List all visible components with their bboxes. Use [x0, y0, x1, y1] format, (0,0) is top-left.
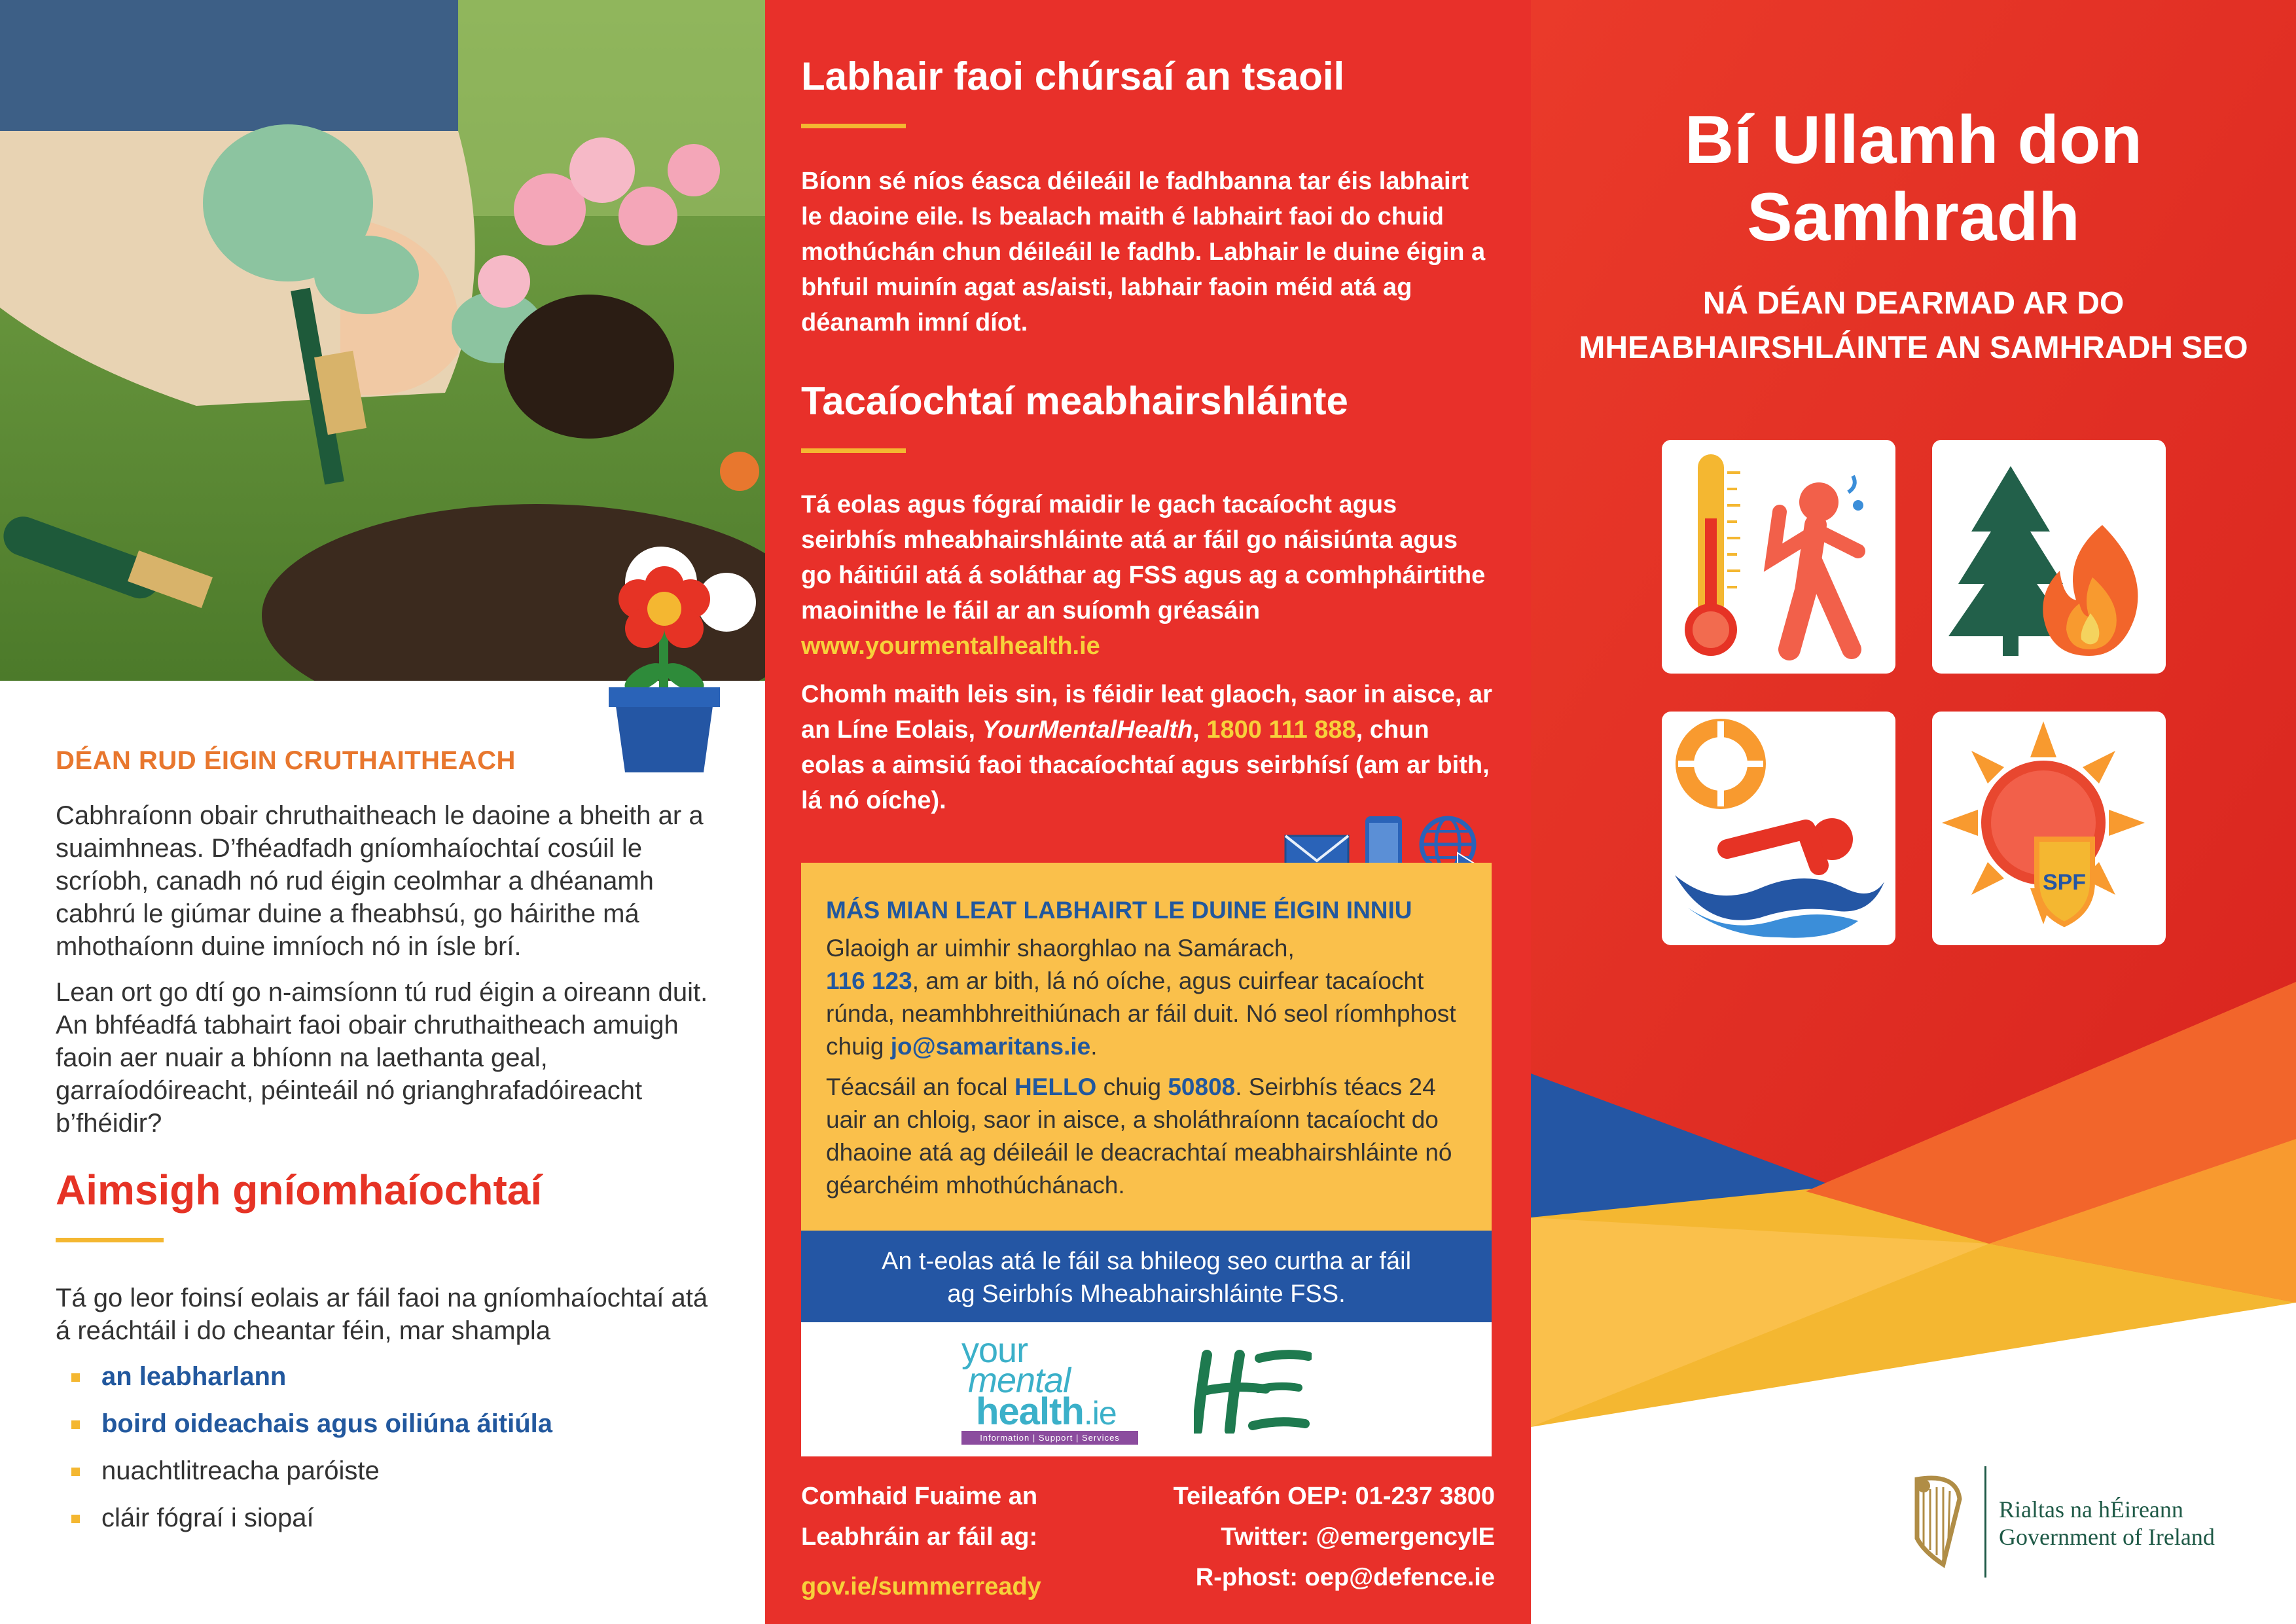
swimming-lifebuoy-icon	[1662, 712, 1895, 945]
samaritans-box-title: MÁS MIAN LEAT LABHAIRT LE DUINE ÉIGIN INNIU	[826, 897, 1412, 924]
sun-protection-tile	[1932, 712, 2166, 945]
list-item: cláir fógraí i siopaí	[56, 1502, 723, 1534]
forest-fire-icon	[1932, 440, 2166, 674]
creative-paragraph-1: Cabhraíonn obair chruthaitheach le daoine a bheith ar a suaimhneas. D’fhéadfadh gníomhaíochtaí cosúil le scríobh, canadh nó rud éigin ceolmhar a dhéanamh cabhrú le giúmar duine a fheabhsú, go háirithe má mhothaíonn duine imníoch nó in ísle brí.	[56, 801, 704, 961]
info-line-number[interactable]: 1800 111 888	[1206, 716, 1356, 744]
harp-icon	[1904, 1473, 1969, 1571]
list-item: an leabharlann	[56, 1360, 723, 1393]
right-panel	[1531, 0, 2296, 1624]
activities-heading: Aimsigh gníomhaíochtaí	[56, 1166, 543, 1214]
hse-logo	[1194, 1348, 1312, 1434]
audio-files-info: Comhaid Fuaime an Leabhráin ar fáil ag: gov.ie/summerready	[801, 1476, 1041, 1607]
oep-phone[interactable]: Teileafón OEP: 01-237 3800	[1173, 1483, 1495, 1510]
logo-divider	[1984, 1466, 1986, 1578]
call-paragraph: Chomh maith leis sin, is féidir leat glaoch, saor in aisce, ar an Líne Eolais, YourMentalHealth, 1800 111 888, chun eolas a aimsiú faoi thacaíochtaí agus seirbhísí (am ar bith, lá nó oíche).	[801, 681, 1492, 814]
partner-logos	[801, 1322, 1492, 1456]
yourmentalhealth-logo: your mental health.ie Information | Support | Services	[961, 1335, 1138, 1445]
flower-pot-icon	[599, 547, 730, 776]
samaritans-paragraph-2: Téacsáil an focal HELLO chuig 50808. Seirbhís téacs 24 uair an chloig, saor in aisce, a sholáthraíonn tacaíocht do dhaoine atá ag déileáil le deacrachtaí meabhairshláinte nó géarchéim mhothúchánach.	[826, 1074, 1452, 1199]
heading-underline	[801, 448, 906, 453]
thermometer-heat-icon	[1662, 440, 1895, 674]
oep-email[interactable]: R-phost: oep@defence.ie	[1195, 1564, 1495, 1591]
talk-paragraph: Bíonn sé níos éasca déileáil le fadhbanna tar éis labhairt le daoine eile. Is bealach maith é labhairt faoi do chuid mothúchán chun déileáil le fadhb. Labhair le duine éigin a bhfuil muinín agat as/aisti, labhair faoin méid atá ag déanamh imní díot.	[801, 168, 1486, 336]
samaritans-paragraph-1: Glaoigh ar uimhir shaorghlao na Samárach, 116 123, am ar bith, lá nó oíche, agus cuirfear tacaíocht rúnda, neamhbhreithiúnach ar fáil duit. Nó seol ríomhphost chuig jo@samaritans.ie.	[826, 935, 1456, 1060]
spf-label: SPF	[2042, 870, 2087, 895]
heat-tile	[1662, 440, 1895, 674]
creative-heading: DÉAN RUD ÉIGIN CRUTHAITHEACH	[56, 746, 516, 775]
creative-paragraph-2: Lean ort go dtí go n-aimsíonn tú rud éigin a oireann duit. An bhféadfá tabhairt faoi obair chruthaitheach amuigh faoin aer nuair a bhíonn na laethanta geal, garraíodóireacht, péinteáil nó grianghrafadóireacht b’fhéidir?	[56, 978, 708, 1138]
left-panel	[0, 0, 765, 1624]
summerready-link[interactable]: gov.ie/summerready	[801, 1573, 1041, 1600]
samaritans-email[interactable]: jo@samaritans.ie	[890, 1033, 1091, 1060]
cover-title: Bí Ullamh don Samhradh	[1684, 102, 2143, 255]
middle-panel	[765, 0, 1531, 1624]
samaritans-box	[801, 863, 1492, 1231]
water-safety-tile	[1662, 712, 1895, 945]
samaritans-number[interactable]: 116 123	[826, 967, 912, 994]
activities-list	[56, 1360, 723, 1534]
info-credit-bar: An t-eolas atá le fáil sa bhileog seo curtha ar fáil ag Seirbhís Mheabhairshláinte FSS.	[801, 1231, 1492, 1322]
heading-underline	[56, 1238, 164, 1242]
talk-heading: Labhair faoi chúrsaí an tsaoil	[801, 54, 1345, 98]
heading-underline	[801, 124, 906, 128]
supports-heading: Tacaíochtaí meabhairshláinte	[801, 379, 1348, 423]
sun-spf-icon	[1932, 712, 2166, 945]
text-shortcode[interactable]: 50808	[1168, 1074, 1236, 1100]
oep-twitter[interactable]: Twitter: @emergencyIE	[1221, 1523, 1495, 1551]
list-item: nuachtlitreacha paróiste	[56, 1454, 723, 1487]
cover-subtitle: NÁ DÉAN DEARMAD AR DO MHEABHAIRSHLÁINTE AN SAMHRADH SEO	[1579, 286, 2248, 365]
government-of-ireland-logo: Rialtas na hÉireann Government of Ireland	[1999, 1496, 2215, 1550]
list-item: boird oideachais agus oiliúna áitiúla	[56, 1407, 723, 1440]
forest-fire-tile	[1932, 440, 2166, 674]
yourmentalhealth-link[interactable]: www.yourmentalhealth.ie	[801, 632, 1100, 660]
activities-intro: Tá go leor foinsí eolais ar fáil faoi na gníomhaíochtaí atá á reáchtáil i do cheantar féin, mar shampla	[56, 1284, 708, 1345]
supports-paragraph: Tá eolas agus fógraí maidir le gach tacaíocht agus seirbhís mheabhairshláinte atá ar fáil go náisiúnta agus go háitiúil atá á soláthar ag FSS agus ag a comhpháirtithe maoinithe le fáil ar an suíomh gréasáin www.yourmentalhealth.ie	[801, 491, 1486, 660]
oep-contact-info	[1174, 1476, 1495, 1598]
